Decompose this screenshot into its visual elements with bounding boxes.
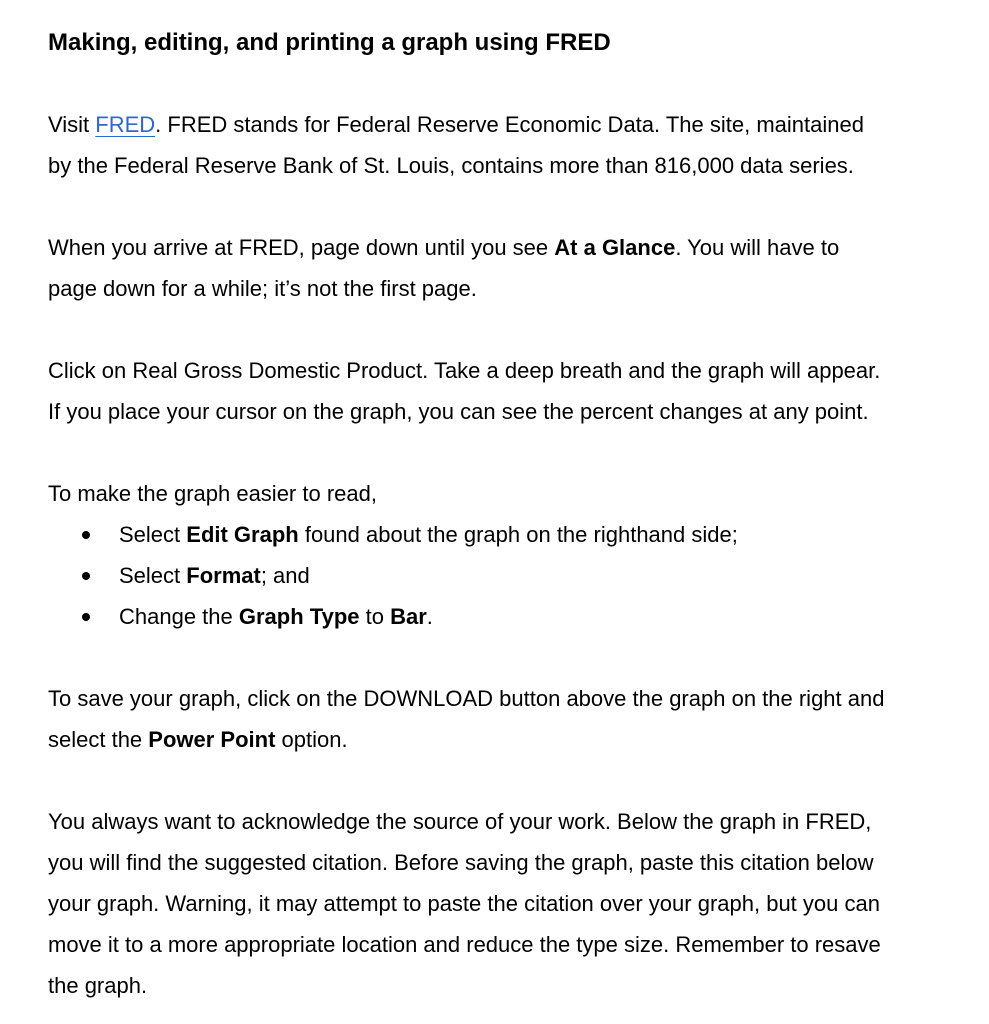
glance-post-text: . You will have to xyxy=(675,235,840,260)
intro-rest-text: . FRED stands for Federal Reserve Economic Data. The site, maintained xyxy=(155,112,864,137)
citation-line3-text: your graph. Warning, it may attempt to paste the citation over your graph, but you can xyxy=(48,891,880,916)
spacer xyxy=(48,432,959,473)
step3-mid: to xyxy=(359,604,391,629)
spacer xyxy=(48,63,959,104)
bullet-icon xyxy=(82,613,90,621)
bullet-icon xyxy=(82,572,90,580)
list-item xyxy=(48,514,959,555)
glance-line2-text: page down for a while; it’s not the first page. xyxy=(48,276,477,301)
glance-paragraph xyxy=(48,227,959,309)
format-label: Format xyxy=(186,563,261,588)
save-line2-pre: select the xyxy=(48,727,149,752)
intro-paragraph xyxy=(48,104,959,186)
spacer xyxy=(48,760,959,801)
save-paragraph xyxy=(48,678,959,760)
at-a-glance-label: At a Glance xyxy=(554,235,676,260)
spacer xyxy=(48,186,959,227)
save-line2-post: option. xyxy=(275,727,348,752)
list-item xyxy=(48,596,959,637)
step2-pre: Select xyxy=(119,563,187,588)
bar-label: Bar xyxy=(390,604,427,629)
document-title: Making, editing, and printing a graph using FRED xyxy=(48,29,611,56)
spacer xyxy=(48,309,959,350)
citation-line1-text: You always want to acknowledge the source of your work. Below the graph in FRED, xyxy=(48,809,872,834)
edit-graph-label: Edit Graph xyxy=(186,522,299,547)
fred-link[interactable]: FRED xyxy=(95,112,156,137)
bullet-icon xyxy=(82,531,90,539)
spacer xyxy=(48,637,959,678)
glance-pre-text: When you arrive at FRED, page down until you see xyxy=(48,235,555,260)
step1-pre: Select xyxy=(119,522,187,547)
format-steps-list xyxy=(48,514,959,637)
citation-line4-text: move it to a more appropriate location and reduce the type size. Remember to resave xyxy=(48,932,881,957)
citation-paragraph xyxy=(48,801,959,1006)
gdp-paragraph xyxy=(48,350,959,432)
intro-visit-text: Visit xyxy=(48,112,96,137)
citation-line2-text: you will find the suggested citation. Before saving the graph, paste this citation below xyxy=(48,850,874,875)
gdp-line2-text: If you place your cursor on the graph, you can see the percent changes at any point. xyxy=(48,399,869,424)
graph-type-label: Graph Type xyxy=(238,604,360,629)
format-lead: To make the graph easier to read, xyxy=(48,481,377,506)
step3-post: . xyxy=(426,604,433,629)
step1-post: found about the graph on the righthand side; xyxy=(298,522,738,547)
citation-line5-text: the graph. xyxy=(48,973,148,998)
intro-line2-text: by the Federal Reserve Bank of St. Louis, contains more than 816,000 data series. xyxy=(48,153,854,178)
step2-post: ; and xyxy=(260,563,310,588)
save-line1-text: To save your graph, click on the DOWNLOAD button above the graph on the right and xyxy=(48,686,885,711)
power-point-label: Power Point xyxy=(148,727,276,752)
step3-pre: Change the xyxy=(119,604,239,629)
list-item xyxy=(48,555,959,596)
gdp-line1-text: Click on Real Gross Domestic Product. Take a deep breath and the graph will appear. xyxy=(48,358,881,383)
